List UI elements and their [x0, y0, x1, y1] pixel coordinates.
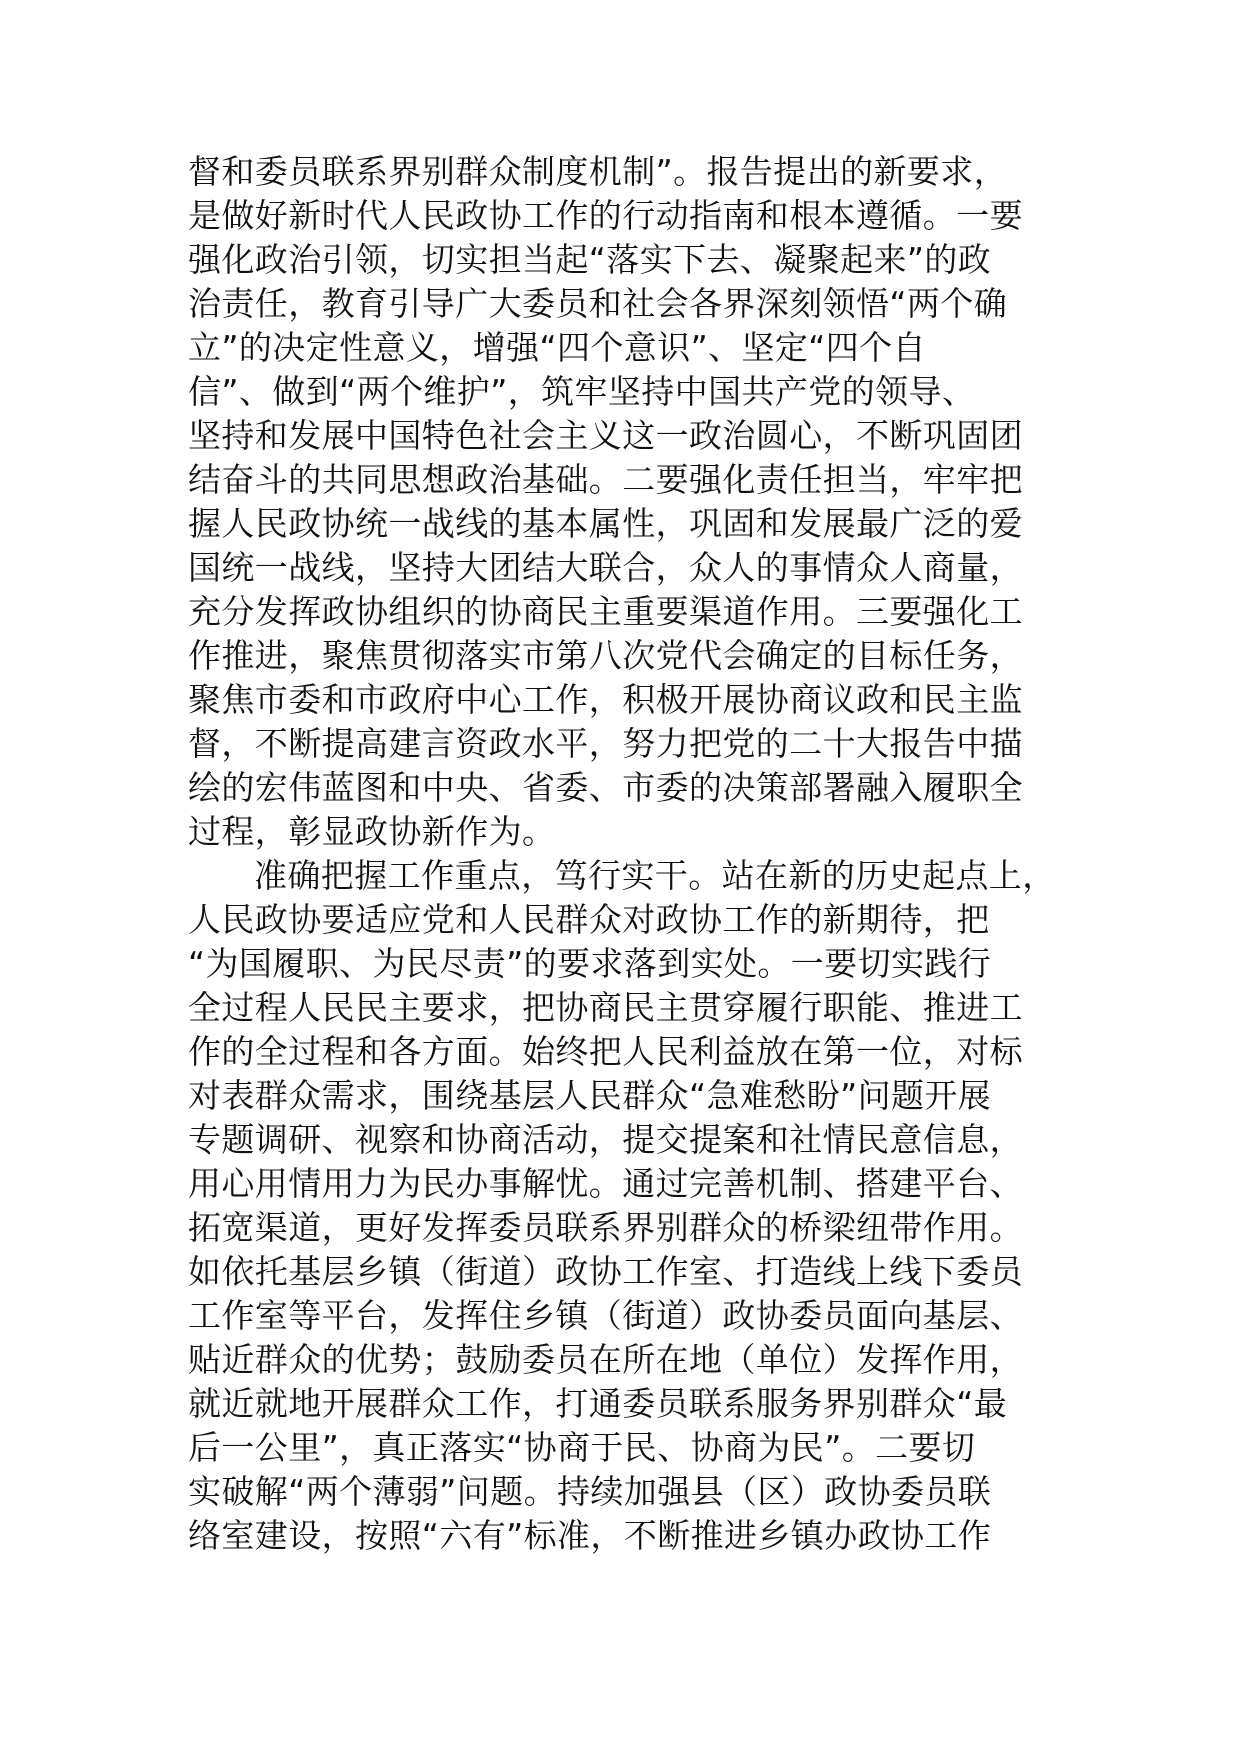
text-line: 全过程人民民主要求，把协商民主贯穿履行职能、推进工: [188, 988, 1023, 1027]
text-line: 督和委员联系界别群众制度机制”。报告提出的新要求，: [188, 152, 1008, 191]
text-line: 督，不断提高建言资政水平，努力把党的二十大报告中描: [188, 724, 1023, 763]
text-line: 实破解“两个薄弱”问题。持续加强县（区）政协委员联: [188, 1472, 992, 1511]
text-line: 是做好新时代人民政协工作的行动指南和根本遵循。一要: [188, 196, 1023, 235]
body-text: [188, 150, 1068, 1558]
text-line: 工作室等平台，发挥住乡镇（街道）政协委员面向基层、: [188, 1296, 1023, 1335]
text-line: 人民政协要适应党和人民群众对政协工作的新期待，把: [188, 900, 990, 939]
text-line: 作的全过程和各方面。始终把人民利益放在第一位，对标: [188, 1032, 1023, 1071]
text-line: 绘的宏伟蓝图和中央、省委、市委的决策部署融入履职全: [188, 768, 1023, 807]
text-line: 就近就地开展群众工作，打通委员联系服务界别群众“最: [188, 1384, 1008, 1423]
paragraph-first-line: 准确把握工作重点，笃行实干。站在新的历史起点上，: [254, 856, 1056, 895]
text-line: 络室建设，按照“六有”标准，不断推进乡镇办政协工作: [188, 1516, 992, 1555]
text-line: 后一公里”，真正落实“协商于民、协商为民”。二要切: [188, 1428, 976, 1467]
text-line: 治责任，教育引导广大委员和社会各界深刻领悟“两个确: [188, 284, 1008, 323]
text-line: 立”的决定性意义，增强“四个意识”、坚定“四个自: [188, 328, 926, 367]
text-line: 充分发挥政协组织的协商民主重要渠道作用。三要强化工: [188, 592, 1023, 631]
text-line: 聚焦市委和市政府中心工作，积极开展协商议政和民主监: [188, 680, 1023, 719]
text-line: 用心用情用力为民办事解忧。通过完善机制、搭建平台、: [188, 1164, 1023, 1203]
text-line: 结奋斗的共同思想政治基础。二要强化责任担当，牢牢把: [188, 460, 1023, 499]
text-line: 作推进，聚焦贯彻落实市第八次党代会确定的目标任务，: [188, 636, 1023, 675]
text-line: 对表群众需求，围绕基层人民群众“急难愁盼”问题开展: [188, 1076, 992, 1115]
text-line: 拓宽渠道，更好发挥委员联系界别群众的桥梁纽带作用。: [188, 1208, 1023, 1247]
text-line: 如依托基层乡镇（街道）政协工作室、打造线上线下委员: [188, 1252, 1023, 1291]
text-line: 贴近群众的优势；鼓励委员在所在地（单位）发挥作用，: [188, 1340, 1023, 1379]
text-line: 握人民政协统一战线的基本属性，巩固和发展最广泛的爱: [188, 504, 1023, 543]
text-line: 过程，彰显政协新作为。: [188, 812, 556, 851]
text-line: 国统一战线，坚持大团结大联合，众人的事情众人商量，: [188, 548, 1023, 587]
text-line: 专题调研、视察和协商活动，提交提案和社情民意信息，: [188, 1120, 1023, 1159]
text-line: 坚持和发展中国特色社会主义这一政治圆心，不断巩固团: [188, 416, 1023, 455]
text-line: 信”、做到“两个维护”，筑牢坚持中国共产党的领导、: [188, 372, 976, 411]
text-line: “为国履职、为民尽责”的要求落到实处。一要切实践行: [188, 944, 992, 983]
text-line: 强化政治引领，切实担当起“落实下去、凝聚起来”的政: [188, 240, 992, 279]
